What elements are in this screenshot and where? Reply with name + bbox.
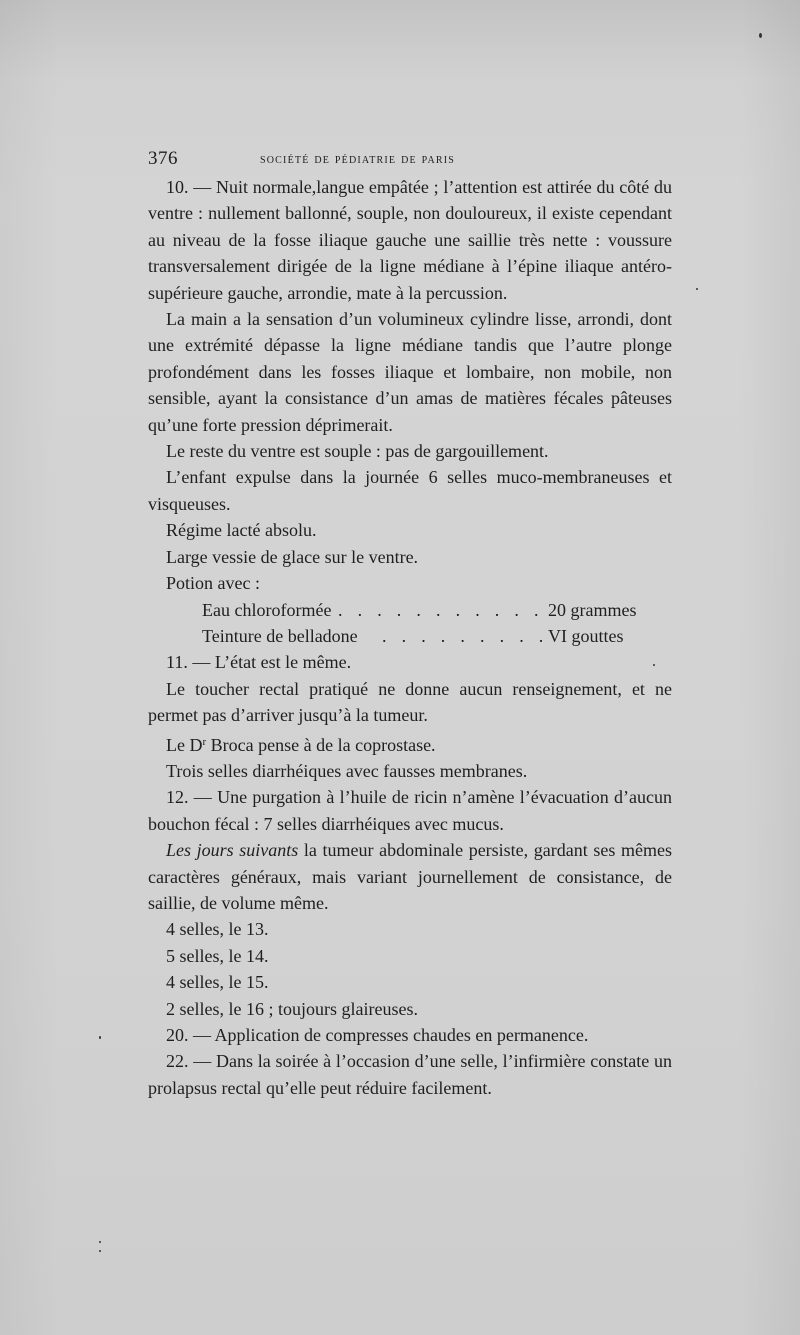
paragraph-rectal-exam: Le toucher rectal pratiqué ne donne aucun renseignement, et ne permet pas d’arriver jusqu’à la tumeur. bbox=[148, 678, 672, 726]
paragraph-stools: L’enfant expulse dans la journée 6 selles muco-membraneuses et visqueuses. bbox=[148, 467, 672, 514]
paragraph-day-11: 11. — L’état est le même. bbox=[166, 652, 352, 673]
paragraph-following-days: Les jours suivants la tumeur abdominale persiste, gardant ses mêmes caractères généraux, mais variant journellement de consistance, de saillie, de volume même. bbox=[148, 840, 672, 913]
superscript: r bbox=[202, 735, 207, 748]
scan-speck bbox=[759, 33, 762, 38]
leader-dots: . . . . . . . . . . . bbox=[338, 599, 544, 620]
leader-dots: . . . . . . . . . bbox=[382, 625, 549, 646]
paragraph-day-22: 22. — Dans la soirée à l’occasion d’une selle, l’infirmière constate un prolapsus rectal qu’elle peut réduire facilement. bbox=[148, 1051, 672, 1098]
prescription-line bbox=[148, 597, 672, 623]
paragraph-day-20: 20. — Application de compresses chaudes en permanence. bbox=[166, 1024, 589, 1045]
paragraph-potion: Potion avec : bbox=[166, 573, 260, 594]
scan-speck bbox=[653, 664, 655, 666]
paragraph-abdomen: Le reste du ventre est souple : pas de gargouillement. bbox=[166, 441, 549, 462]
body-text bbox=[148, 174, 672, 1101]
paragraph-palpation: La main a la sensation d’un volumineux cylindre lisse, arrondi, dont une extrémité dépasse la ligne médiane tandis que l’autre plonge profondément dans les fosses iliaque et lombaire, non mobile, non sensible, ayant la consistance d’un amas de matières fécales pâteuses qu’une forte pression déprimerait. bbox=[148, 309, 672, 435]
page-content bbox=[148, 148, 672, 1101]
paragraph-ice: Large vessie de glace sur le ventre. bbox=[166, 546, 419, 567]
prescription-item: Eau chloroformée bbox=[202, 599, 332, 620]
running-title: société de pédiatrie de paris bbox=[260, 151, 456, 167]
scan-speck bbox=[99, 1241, 101, 1243]
scan-speck bbox=[99, 1250, 101, 1252]
paragraph-stools-15: 4 selles, le 15. bbox=[166, 972, 269, 993]
paragraph-stools-16: 2 selles, le 16 ; toujours glaireuses. bbox=[166, 998, 418, 1019]
running-head bbox=[148, 148, 672, 172]
paragraph-broca: Le $D^r$ Broca pense à de la coprostase. bbox=[166, 734, 436, 755]
prescription-item: Teinture de belladone bbox=[202, 625, 358, 646]
italic-phrase: Les jours suivants bbox=[166, 840, 299, 861]
paragraph-day-10: 10. — Nuit normale,langue empâtée ; l’attention est attirée du côté du ventre : nullement ballonné, souple, non douloureux, il existe cependant au niveau de la fosse iliaque gauche une saillie très nette : voussure transversalement dirigée de la ligne médiane à l’épine iliaque antéro-supérieure gauche, arrondie, mate à la percussion. bbox=[148, 177, 672, 303]
scan-speck bbox=[99, 1036, 101, 1039]
paragraph-day-12: 12. — Une purgation à l’huile de ricin n’amène l’évacuation d’aucun bouchon fécal : 7 selles diarrhéiques avec mucus. bbox=[148, 787, 672, 834]
prescription-line bbox=[148, 623, 672, 649]
paragraph-stools-13: 4 selles, le 13. bbox=[166, 919, 269, 940]
paragraph-stools-14: 5 selles, le 14. bbox=[166, 945, 269, 966]
paragraph-diet: Régime lacté absolu. bbox=[166, 520, 317, 541]
paragraph-membranes: Trois selles diarrhéiques avec fausses membranes. bbox=[166, 760, 528, 781]
scan-speck bbox=[696, 288, 698, 290]
prescription-quantity: 20 grammes bbox=[548, 599, 637, 620]
page-number: 376 bbox=[148, 148, 178, 169]
prescription-quantity: VI gouttes bbox=[548, 625, 624, 646]
